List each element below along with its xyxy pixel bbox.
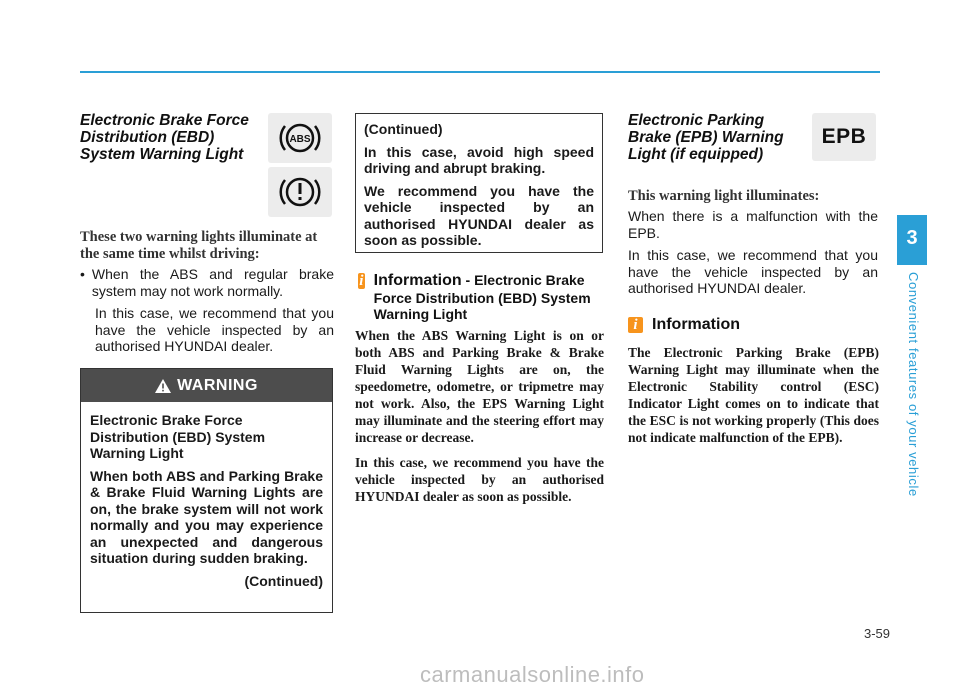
page-number: 3-59 <box>863 626 890 641</box>
watermark: carmanualsonline.info <box>420 662 645 687</box>
epb-icon: EPB <box>821 125 867 148</box>
brake-warning-icon-box <box>268 167 332 217</box>
exclamation-circle-icon <box>268 167 332 217</box>
epb-section-title: Electronic Parking Brake (EPB) Warning Light (if equipped) <box>628 112 784 163</box>
ebd-info-body <box>355 327 604 513</box>
info-subtitle: - Electronic Brake Force Distribution (EBD) System Warning Light <box>373 272 591 322</box>
ebd-lead: These two warning lights illuminate at the same time whilst driving: <box>80 229 318 262</box>
chapter-title: Convenient features of your vehicle <box>906 272 921 497</box>
warning-title: Electronic Brake Force Distribution (EBD) System Warning Light <box>90 412 266 461</box>
abs-icon-box <box>268 113 332 163</box>
epb-info-body <box>628 344 879 454</box>
info-p2: In this case, we recommend you have the vehicle inspected by an authorised HYUNDAI dealer as soon as possible. <box>355 455 604 504</box>
warning-continued: (Continued) <box>244 572 323 589</box>
warning-text: When both ABS and Parking Brake & Brake Fluid Warning Lights are on, the brake system will not work normally and you may experience an unexpected and dangerous situation during sudden braking. <box>90 467 323 566</box>
continued-warning-box <box>355 113 603 253</box>
info-icon: i <box>628 317 643 333</box>
epb-p1: When there is a malfunction with the EPB. <box>628 208 878 241</box>
warning-label: WARNING <box>177 376 258 394</box>
info-p1: When the ABS Warning Light is on or both ABS and Parking Brake & Brake Fluid Warning Lights are on, the speedometre, odometre, or tripmetre may not work. Also, the EPS Warning Light may illuminate and the steering effort may increase or decrease. <box>355 328 604 445</box>
ebd-section-title: Electronic Brake Force Distribution (EBD) System Warning Light <box>80 112 249 163</box>
abs-icon <box>268 113 332 163</box>
header-rule <box>80 71 880 73</box>
warning-body <box>81 402 332 589</box>
ebd-info-heading <box>358 272 608 323</box>
chapter-tab: 3 <box>897 215 927 265</box>
epb-info-heading <box>628 316 878 334</box>
bullet-item <box>80 266 334 299</box>
epb-lead: This warning light illuminates: <box>628 188 820 204</box>
info-icon: i <box>359 273 364 289</box>
epb-body <box>628 208 878 303</box>
ebd-recommend: In this case, we recommend that you have the vehicle inspected by an authorised HYUNDAI dealer. <box>95 305 334 354</box>
epb-info-text: The Electronic Parking Brake (EPB) Warning Light may illuminate when the Electronic Stability control (ESC) Indicator Light comes on to indicate that the ESC is not working properly (This does not indicate malfunction of the EPB). <box>628 345 879 445</box>
warning-box <box>80 368 333 613</box>
bullet-dot: • <box>80 266 85 282</box>
epb-p2: In this case, we recommend that you have the vehicle inspected by an authorised HYUNDAI dealer. <box>628 247 878 296</box>
ebd-body <box>80 266 334 361</box>
abs-icon-label: ABS <box>289 134 311 145</box>
epb-icon-box <box>812 113 876 161</box>
continued-label: (Continued) <box>364 121 443 137</box>
continued-p1: In this case, avoid high speed driving and abrupt braking. <box>364 143 594 176</box>
info-label: Information <box>373 272 462 289</box>
warning-header <box>81 369 332 402</box>
continued-p2: We recommend you have the vehicle inspected by an authorised HYUNDAI dealer as soon as possible. <box>364 182 594 248</box>
bullet-text: When the ABS and regular brake system may not work normally. <box>91 266 334 299</box>
warning-triangle-icon <box>155 379 171 393</box>
epb-info-label: Information <box>652 316 740 333</box>
